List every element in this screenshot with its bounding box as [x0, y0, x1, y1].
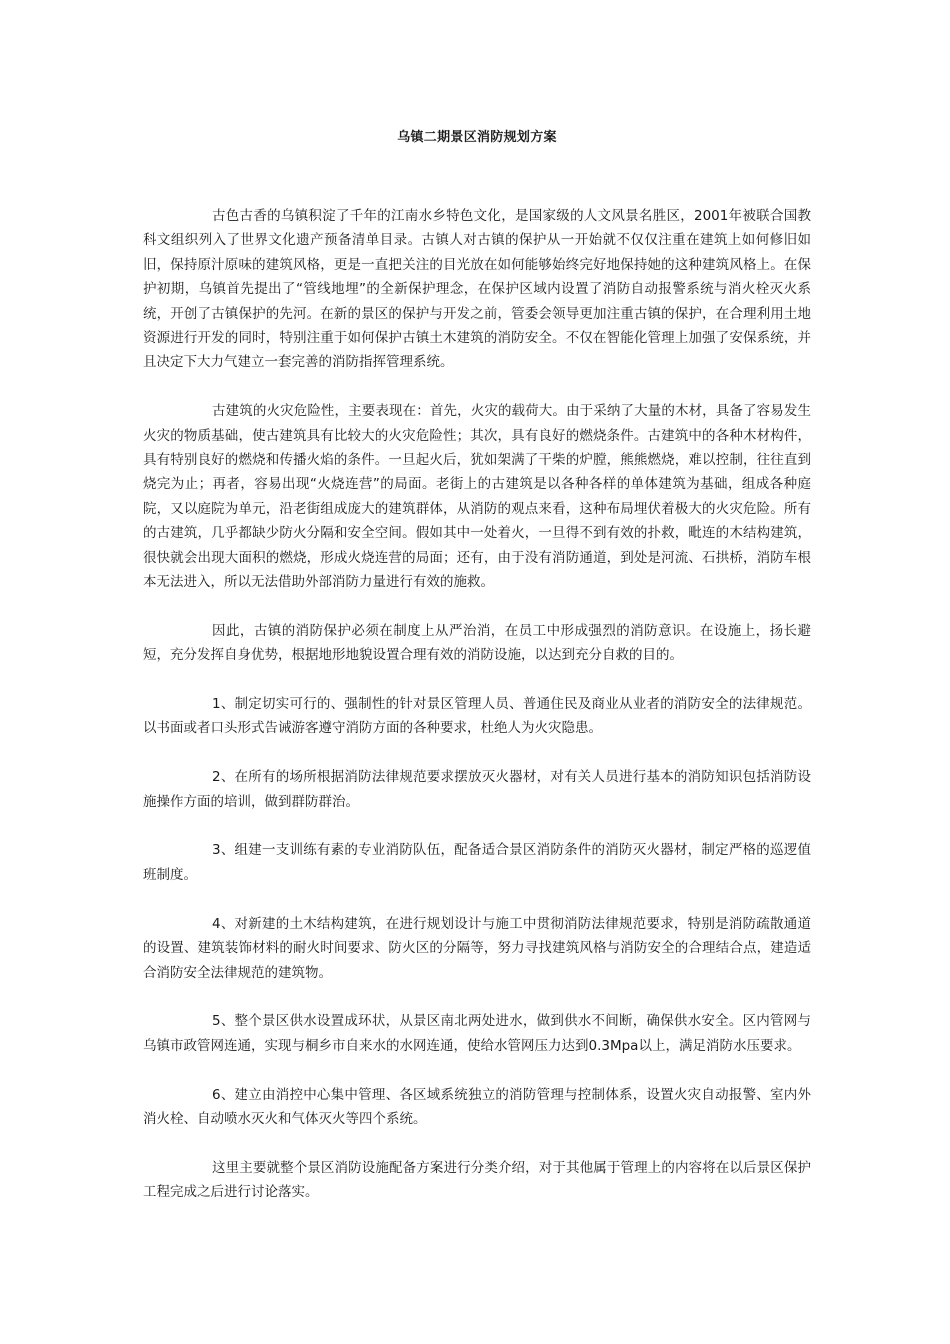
paragraph-item-4: 4、对新建的土木结构建筑，在进行规划设计与施工中贯彻消防法律规范要求，特别是消防疏散通道的设置、建筑装饰材料的耐火时间要求、防火区的分隔等，努力寻找建筑风格与消防安全的合理结合点，建造适合消防安全法律规范的建筑物。	[143, 915, 811, 981]
document-page	[143, 0, 811, 1229]
paragraph-item-6: 6、建立由消控中心集中管理、各区域系统独立的消防管理与控制体系，设置火灾自动报警、室内外消火栓、自动喷水灭火和气体灭火等四个系统。	[143, 1086, 811, 1127]
paragraph-intro: 古色古香的乌镇积淀了千年的江南水乡特色文化，是国家级的人文风景名胜区，2001年被联合国教科文组织列入了世界文化遗产预备清单目录。古镇人对古镇的保护从一开始就不仅仅注重在建筑上如何修旧如旧，保持原汁原味的建筑风格，更是一直把关注的目光放在如何能够始终完好地保持她的这种建筑风格上。在保护初期，乌镇首先提出了“管线地埋”的全新保护理念，在保护区域内设置了消防自动报警系统与消火栓灭火系统，开创了古镇保护的先河。在新的景区的保护与开发之前，管委会领导更加注重古镇的保护，在合理利用土地资源进行开发的同时，特别注重于如何保护古镇土木建筑的消防安全。不仅在智能化管理上加强了安保系统，并且决定下大力气建立一套完善的消防指挥管理系统。	[143, 208, 811, 371]
paragraph-item-3: 3、组建一支训练有素的专业消防队伍，配备适合景区消防条件的消防灭火器材，制定严格的巡逻值班制度。	[143, 842, 811, 883]
paragraph-item-5: 5、整个景区供水设置成环状，从景区南北两处进水，做到供水不间断，确保供水安全。区内管网与乌镇市政管网连通，实现与桐乡市自来水的水网连通，使给水管网压力达到0.3Mpa以上，满足消防水压要求。	[143, 1013, 811, 1054]
paragraph-principle: 因此，古镇的消防保护必须在制度上从严治消，在员工中形成强烈的消防意识。在设施上，扬长避短，充分发挥自身优势，根据地形地貌设置合理有效的消防设施，以达到充分自救的目的。	[143, 622, 811, 664]
document-title: 乌镇二期景区消防规划方案	[397, 130, 557, 145]
document-body	[143, 204, 811, 1205]
paragraph-fire-risk: 古建筑的火灾危险性，主要表现在：首先，火灾的载荷大。由于采纳了大量的木材，具备了容易发生火灾的物质基础，使古建筑具有比较大的火灾危险性；其次，具有良好的燃烧条件。古建筑中的各种木材构件，具有特别良好的燃烧和传播火焰的条件。一旦起火后，犹如架满了干柴的炉膛，熊熊燃烧，难以控制，往往直到烧完为止；再者，容易出现“火烧连营”的局面。老街上的古建筑是以各种各样的单体建筑为基础，组成各种庭院，又以庭院为单元，沿老街组成庞大的建筑群体，从消防的观点来看，这种布局埋伏着极大的火灾危险。所有的古建筑，几乎都缺少防火分隔和安全空间。假如其中一处着火，一旦得不到有效的扑救，毗连的木结构建筑，很快就会出现大面积的燃烧，形成火烧连营的局面；还有，由于没有消防通道，到处是河流、石拱桥，消防车根本无法进入，所以无法借助外部消防力量进行有效的施救。	[143, 403, 811, 591]
paragraph-conclusion: 这里主要就整个景区消防设施配备方案进行分类介绍，对于其他属于管理上的内容将在以后景区保护工程完成之后进行讨论落实。	[143, 1159, 811, 1201]
paragraph-item-2: 2、在所有的场所根据消防法律规范要求摆放灭火器材，对有关人员进行基本的消防知识包括消防设施操作方面的培训，做到群防群治。	[143, 769, 811, 810]
paragraph-item-1: 1、制定切实可行的、强制性的针对景区管理人员、普通住民及商业从业者的消防安全的法律规范。以书面或者口头形式告诫游客遵守消防方面的各种要求，杜绝人为火灾隐患。	[143, 696, 811, 737]
